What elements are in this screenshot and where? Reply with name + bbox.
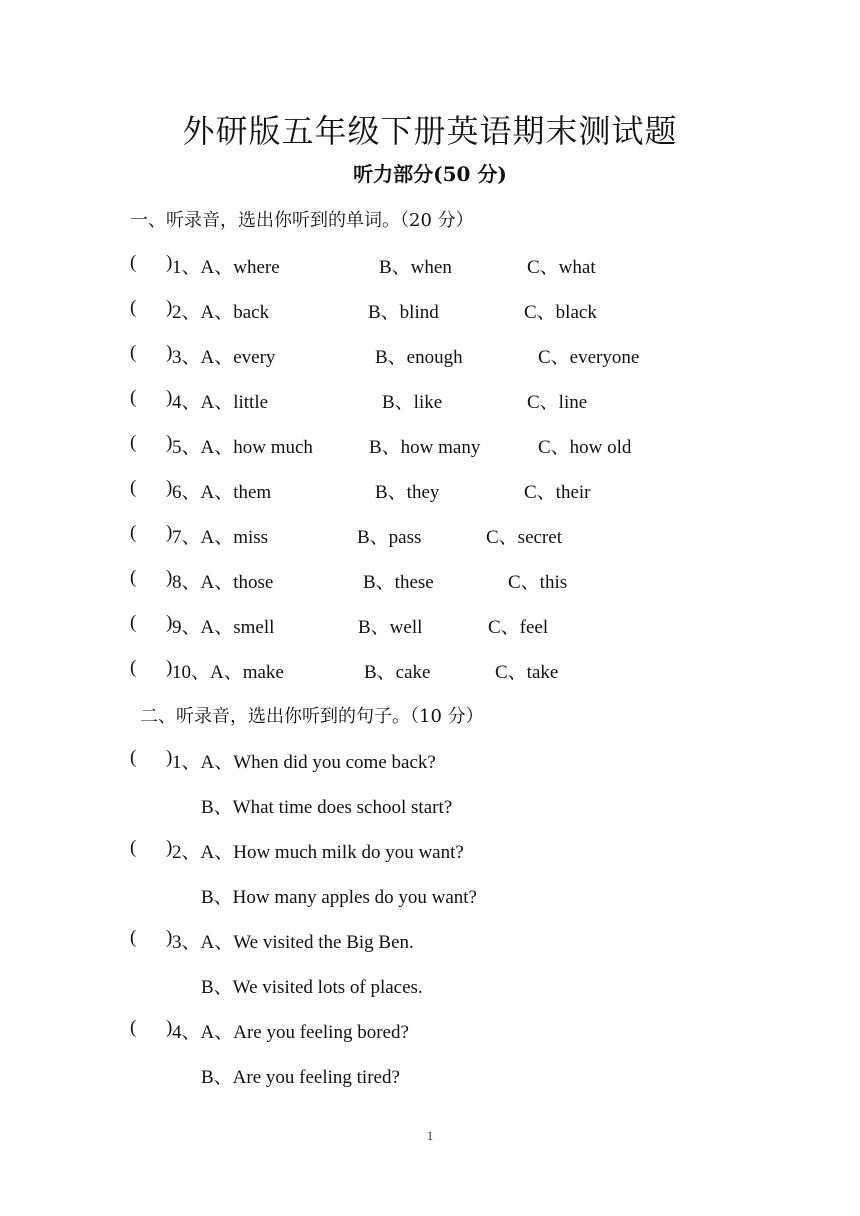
question-row <box>0 252 860 278</box>
answer-paren-close: ) <box>166 252 173 273</box>
page-number: 1 <box>426 1128 434 1143</box>
option-b: B、they <box>375 482 440 503</box>
answer-paren-open: ( <box>130 477 137 498</box>
option-c: C、this <box>508 572 568 593</box>
option-c: C、everyone <box>538 347 640 368</box>
option-c: C、black <box>524 302 597 323</box>
answer-paren-close: ) <box>166 927 173 948</box>
option-a: 1、A、where <box>172 257 280 278</box>
answer-paren-open: ( <box>130 522 137 543</box>
answer-paren-open: ( <box>130 387 137 408</box>
question-row <box>0 297 860 323</box>
sentence-option-b: B、Are you feeling tired? <box>201 1067 400 1088</box>
answer-paren-close: ) <box>166 1017 173 1038</box>
question-row <box>0 1017 860 1043</box>
option-b: B、when <box>379 257 452 278</box>
answer-paren-open: ( <box>130 567 137 588</box>
option-a: 8、A、those <box>172 572 274 593</box>
answer-paren-close: ) <box>166 477 173 498</box>
question-row <box>0 927 860 953</box>
option-c: C、take <box>495 662 559 683</box>
option-c: C、what <box>527 257 596 278</box>
answer-paren-close: ) <box>166 657 173 678</box>
answer-paren-open: ( <box>130 837 137 858</box>
sentence-option-b: B、What time does school start? <box>201 797 453 818</box>
sentence-option-b: B、How many apples do you want? <box>201 887 477 908</box>
page-title: 外研版五年级下册英语期末测试题 <box>182 112 678 150</box>
option-a: 6、A、them <box>172 482 272 503</box>
option-a: 9、A、smell <box>172 617 275 638</box>
option-a: 10、A、make <box>172 662 284 683</box>
answer-paren-close: ) <box>166 837 173 858</box>
option-c: C、secret <box>486 527 562 548</box>
answer-paren-close: ) <box>166 747 173 768</box>
answer-paren-open: ( <box>130 342 137 363</box>
question-row <box>0 612 860 638</box>
answer-paren-close: ) <box>166 612 173 633</box>
question-row <box>0 837 860 863</box>
answer-paren-close: ) <box>166 342 173 363</box>
option-b: B、these <box>363 572 434 593</box>
question-row <box>0 657 860 683</box>
option-b: B、like <box>382 392 443 413</box>
option-a: 2、A、back <box>172 302 270 323</box>
option-a: 5、A、how much <box>172 437 313 458</box>
option-b: B、how many <box>369 437 481 458</box>
sentence-option-a: 4、A、Are you feeling bored? <box>172 1022 409 1043</box>
question-row <box>0 432 860 458</box>
section-2-heading: 二、听录音，选出你听到的句子。（10 分） <box>140 706 484 727</box>
option-b: B、well <box>358 617 423 638</box>
answer-paren-open: ( <box>130 1017 137 1038</box>
section-1-heading: 一、听录音，选出你听到的单词。（20 分） <box>130 210 474 231</box>
page-subtitle: 听力部分(50 分) <box>353 162 507 186</box>
answer-paren-close: ) <box>166 522 173 543</box>
answer-paren-open: ( <box>130 657 137 678</box>
answer-paren-close: ) <box>166 297 173 318</box>
answer-paren-open: ( <box>130 432 137 453</box>
sentence-option-a: 1、A、When did you come back? <box>172 752 436 773</box>
option-c: C、feel <box>488 617 549 638</box>
question-row <box>0 387 860 413</box>
answer-paren-open: ( <box>130 747 137 768</box>
answer-paren-open: ( <box>130 252 137 273</box>
sentence-option-b: B、We visited lots of places. <box>201 977 423 998</box>
answer-paren-close: ) <box>166 387 173 408</box>
option-b: B、cake <box>364 662 431 683</box>
answer-paren-close: ) <box>166 567 173 588</box>
answer-paren-close: ) <box>166 432 173 453</box>
question-row <box>0 342 860 368</box>
option-c: C、line <box>527 392 588 413</box>
sentence-option-a: 3、A、We visited the Big Ben. <box>172 932 414 953</box>
answer-paren-open: ( <box>130 297 137 318</box>
question-row <box>0 747 860 773</box>
option-b: B、enough <box>375 347 463 368</box>
question-row <box>0 567 860 593</box>
sentence-option-a: 2、A、How much milk do you want? <box>172 842 464 863</box>
option-a: 7、A、miss <box>172 527 269 548</box>
answer-paren-open: ( <box>130 612 137 633</box>
answer-paren-open: ( <box>130 927 137 948</box>
option-a: 3、A、every <box>172 347 276 368</box>
question-row <box>0 477 860 503</box>
option-b: B、blind <box>368 302 439 323</box>
option-b: B、pass <box>357 527 422 548</box>
option-c: C、how old <box>538 437 632 458</box>
option-c: C、their <box>524 482 591 503</box>
question-row <box>0 522 860 548</box>
option-a: 4、A、little <box>172 392 269 413</box>
